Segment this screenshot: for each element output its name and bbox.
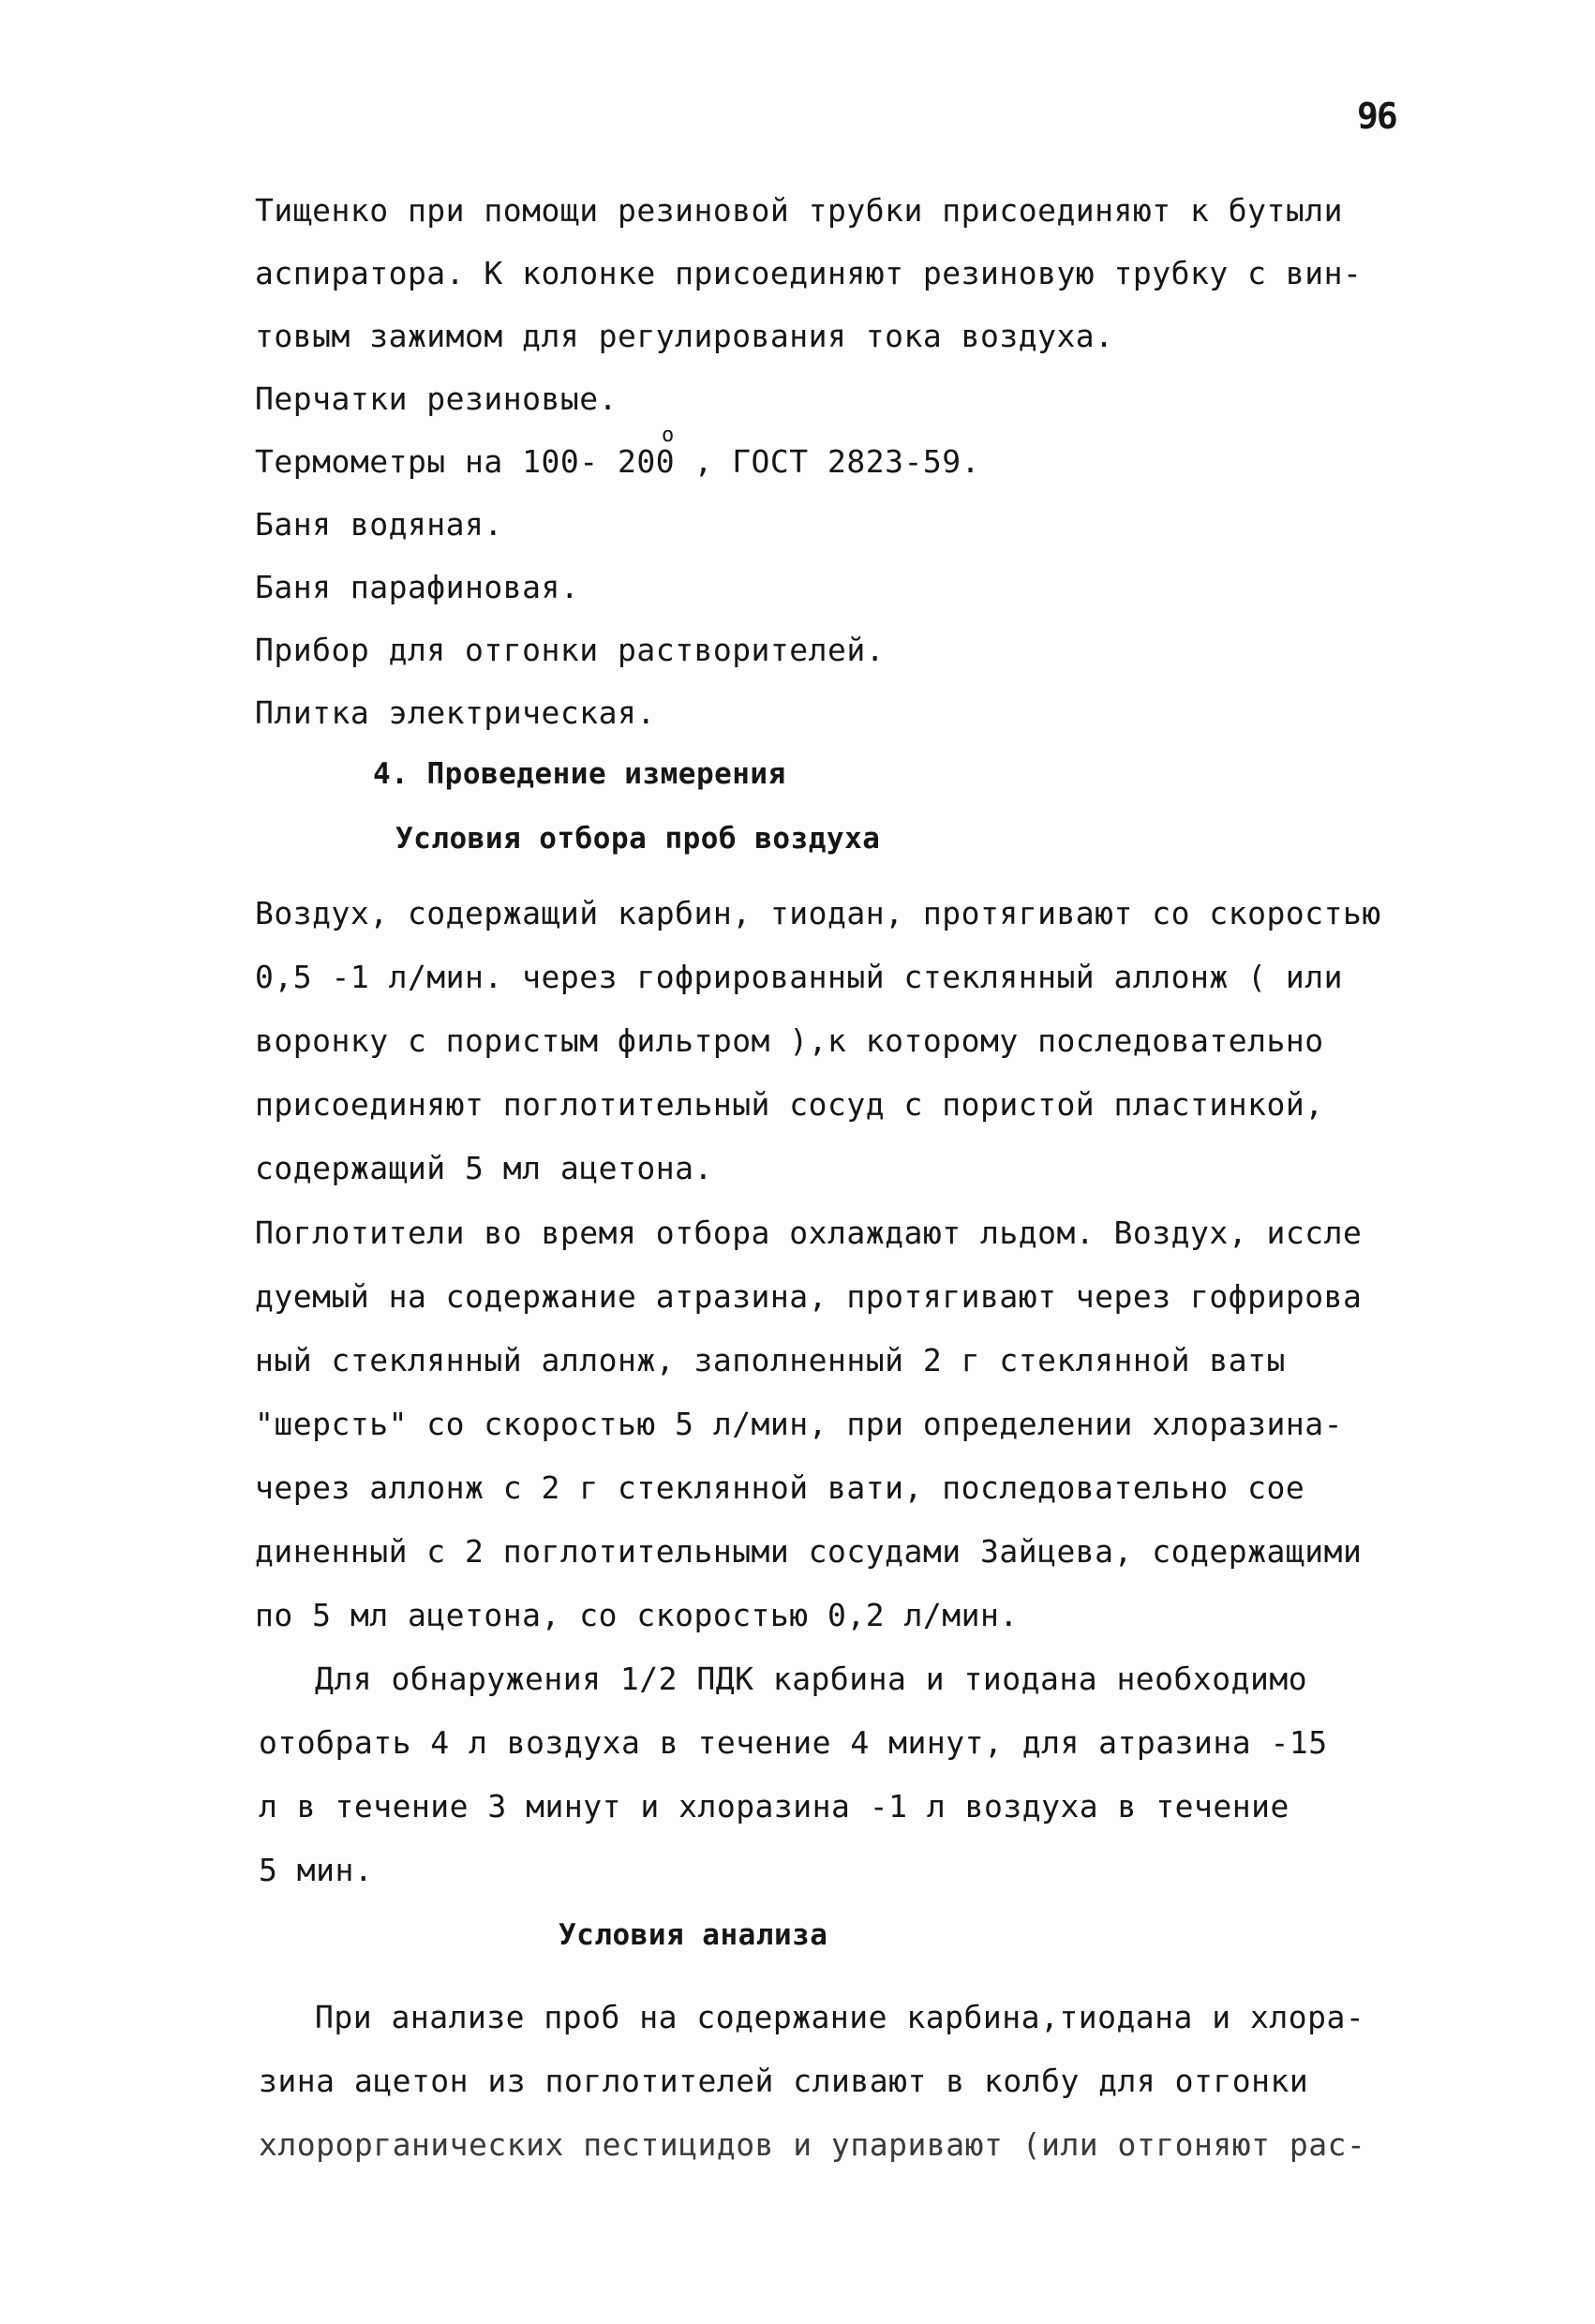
text-line: Перчатки резиновые. [255,380,618,417]
text-line: 0,5 -1 л/мин. через гофрированный стеклянный аллонж ( или [255,959,1343,995]
text-line: 5 мин. [259,1852,374,1888]
text-line: "шерсть" со скоростью 5 л/мин, при определении хлоразина- [255,1406,1343,1442]
subsection-heading: Условия анализа [559,1918,828,1952]
text-line: Термометры на 100- 200 , ГОСТ 2823-59. [255,443,980,480]
text-line: присоединяют поглотительный сосуд с пористой пластинкой, [255,1086,1324,1123]
text-line: воронку с пористым фильтром ),к которому последовательно [255,1022,1324,1059]
text-line: хлорорганических пестицидов и упаривают (или отгоняют рас- [259,2126,1366,2163]
text-line: Поглотители во время отбора охлаждают льдом. Воздух, иссле [255,1214,1363,1251]
text-line: отобрать 4 л воздуха в течение 4 минут, для атразина -15 [259,1724,1328,1761]
text-line: Воздух, содержащий карбин, тиодан, протягивают со скоростью [255,895,1381,931]
text-line: диненный с 2 поглотительными сосудами Зайцева, содержащими [255,1533,1363,1570]
text-line: Баня водяная. [255,506,503,543]
text-line: по 5 мл ацетона, со скоростью 0,2 л/мин. [255,1597,1019,1633]
text-line: Баня парафиновая. [255,569,580,605]
text-line: через аллонж с 2 г стеклянной вати, последовательно сое [255,1469,1305,1506]
text-line: аспиратора. К колонке присоединяют резиновую трубку с вин- [255,255,1363,291]
text-line: Для обнаружения 1/2 ПДК карбина и тиодана необходимо [315,1661,1308,1697]
section-heading: 4. Проведение измерения [373,757,786,791]
text-line: товым зажимом для регулирования тока воздуха. [255,318,1114,354]
text-line: зина ацетон из поглотителей сливают в колбу для отгонки [259,2063,1309,2099]
text-line: При анализе проб на содержание карбина,тиодана и хлора- [315,1999,1365,2035]
text-line: Тищенко при помощи резиновой трубки присоединяют к бутыли [255,192,1343,229]
subsection-heading: Условия отбора проб воздуха [395,822,881,856]
text-line: дуемый на содержание атразина, протягивают через гофрирова [255,1278,1363,1315]
degree-mark: о [662,424,675,447]
text-line: содержащий 5 мл ацетона. [255,1150,713,1186]
text-line: Прибор для отгонки растворителей. [255,632,886,668]
page-number: 96 [1357,96,1396,137]
text-line: ный стеклянный аллонж, заполненный 2 г стеклянной ваты [255,1342,1286,1378]
text-line: л в течение 3 минут и хлоразина -1 л воздуха в течение [259,1788,1289,1825]
text-line: Плитка электрическая. [255,694,656,731]
